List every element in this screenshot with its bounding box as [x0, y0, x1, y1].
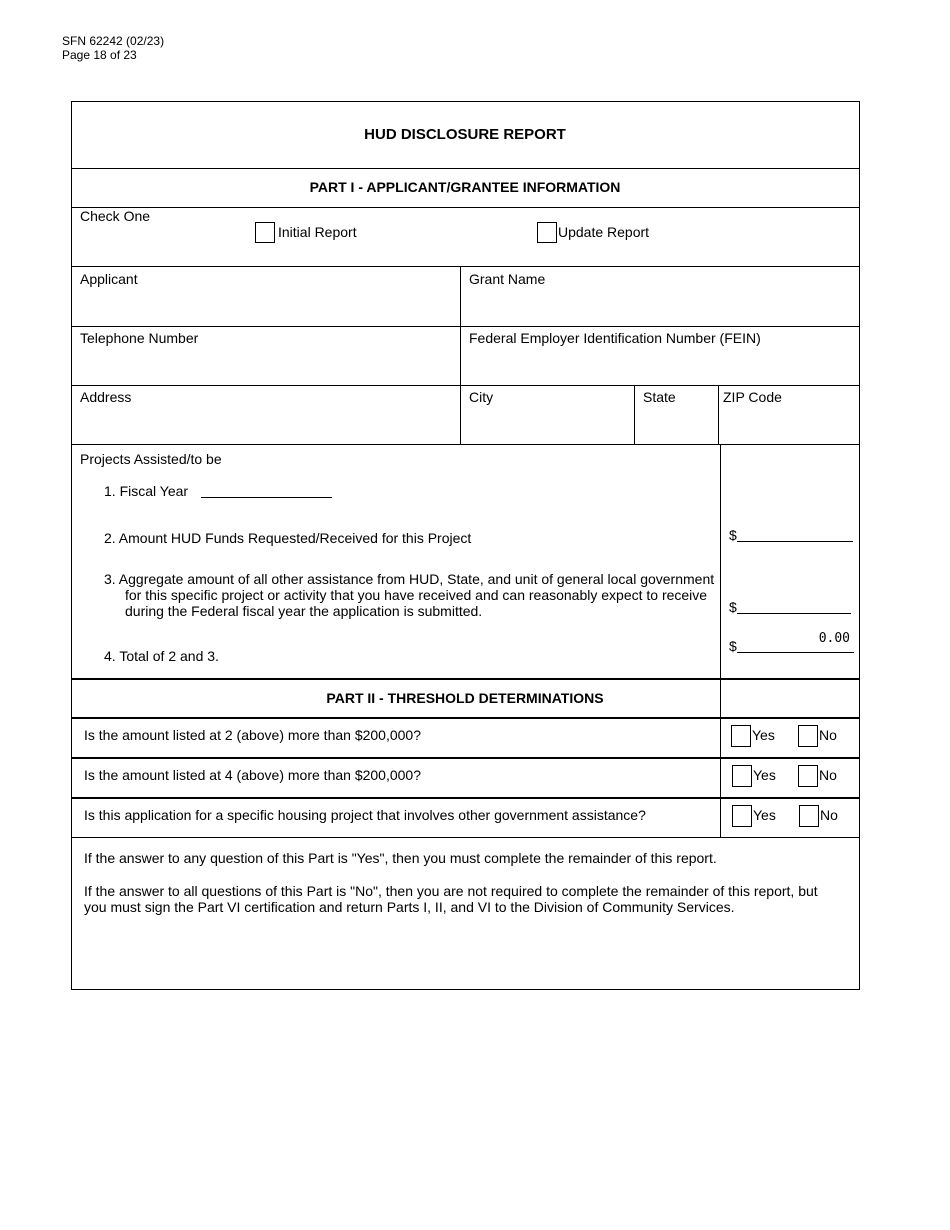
applicant-field[interactable] — [72, 267, 460, 326]
item4-total-field[interactable] — [737, 652, 854, 653]
projects-label: Projects Assisted/to be — [80, 451, 222, 467]
update-report-label: Update Report — [558, 224, 650, 240]
question-1: Is the amount listed at 2 (above) more than $200,000? — [84, 727, 421, 743]
city-field[interactable] — [461, 406, 634, 444]
zip-field[interactable] — [719, 406, 858, 444]
page-title: HUD DISCLOSURE REPORT — [364, 126, 566, 143]
fein-field[interactable] — [461, 347, 858, 385]
part2-heading: PART II - THRESHOLD DETERMINATIONS — [326, 690, 604, 706]
update-report-checkbox[interactable] — [537, 222, 557, 243]
item3-amount-field[interactable] — [737, 613, 851, 614]
grant-name-field[interactable] — [461, 287, 858, 326]
q3-no-checkbox[interactable] — [799, 805, 819, 827]
initial-report-label: Initial Report — [278, 224, 357, 240]
check-one-label: Check One — [80, 208, 151, 224]
q2-no-checkbox[interactable] — [798, 765, 818, 787]
item4-dollar: $ — [729, 638, 737, 654]
note-no-line2: you must sign the Part VI certification and return Parts I, II, and VI to the Division of Community Services. — [84, 899, 735, 915]
item4-label: 4. Total of 2 and 3. — [104, 648, 219, 664]
item2-amount-field[interactable] — [737, 541, 853, 542]
part1-heading: PART I - APPLICANT/GRANTEE INFORMATION — [309, 179, 621, 195]
note-yes: If the answer to any question of this Part is "Yes", then you must complete the remainder of this report. — [84, 850, 717, 866]
q1-no-checkbox[interactable] — [798, 725, 818, 747]
city-label: City — [469, 389, 494, 405]
q2-yes-checkbox[interactable] — [732, 765, 752, 787]
address-field[interactable] — [72, 406, 460, 444]
q3-yes-label: Yes — [753, 807, 776, 823]
item3-line3: during the Federal fiscal year the application is submitted. — [125, 603, 483, 619]
address-label: Address — [80, 389, 132, 405]
total-value: 0.00 — [818, 631, 850, 646]
q2-yes-label: Yes — [753, 767, 776, 783]
form-number: SFN 62242 (02/23) — [62, 34, 165, 48]
telephone-field[interactable] — [72, 347, 460, 385]
item2-label: 2. Amount HUD Funds Requested/Received for this Project — [104, 530, 472, 546]
item3-line2: for this specific project or activity that you have received and can reasonably expect to receive — [125, 587, 708, 603]
q1-yes-checkbox[interactable] — [731, 725, 751, 747]
fein-label: Federal Employer Identification Number (FEIN) — [469, 330, 761, 346]
zip-label: ZIP Code — [723, 389, 782, 405]
q1-no-label: No — [819, 727, 837, 743]
item2-dollar: $ — [729, 527, 737, 543]
item3-line1: 3. Aggregate amount of all other assistance from HUD, State, and unit of general local government — [104, 571, 715, 587]
state-label: State — [643, 389, 676, 405]
q3-no-label: No — [820, 807, 838, 823]
note-no-line1: If the answer to all questions of this Part is "No", then you are not required to complete the remainder of this report, but — [84, 883, 818, 899]
question-2: Is the amount listed at 4 (above) more than $200,000? — [84, 767, 421, 783]
grant-name-label: Grant Name — [469, 271, 546, 287]
state-field[interactable] — [635, 406, 718, 444]
page-number: Page 18 of 23 — [62, 48, 137, 62]
fiscal-year-field[interactable] — [201, 497, 332, 498]
question-3: Is this application for a specific housing project that involves other government assistance? — [84, 807, 646, 823]
q1-yes-label: Yes — [752, 727, 775, 743]
telephone-label: Telephone Number — [80, 330, 199, 346]
item3-dollar: $ — [729, 599, 737, 615]
item1-label: 1. Fiscal Year — [104, 483, 189, 499]
q3-yes-checkbox[interactable] — [732, 805, 752, 827]
initial-report-checkbox[interactable] — [255, 222, 275, 243]
q2-no-label: No — [819, 767, 837, 783]
applicant-label: Applicant — [80, 271, 138, 287]
